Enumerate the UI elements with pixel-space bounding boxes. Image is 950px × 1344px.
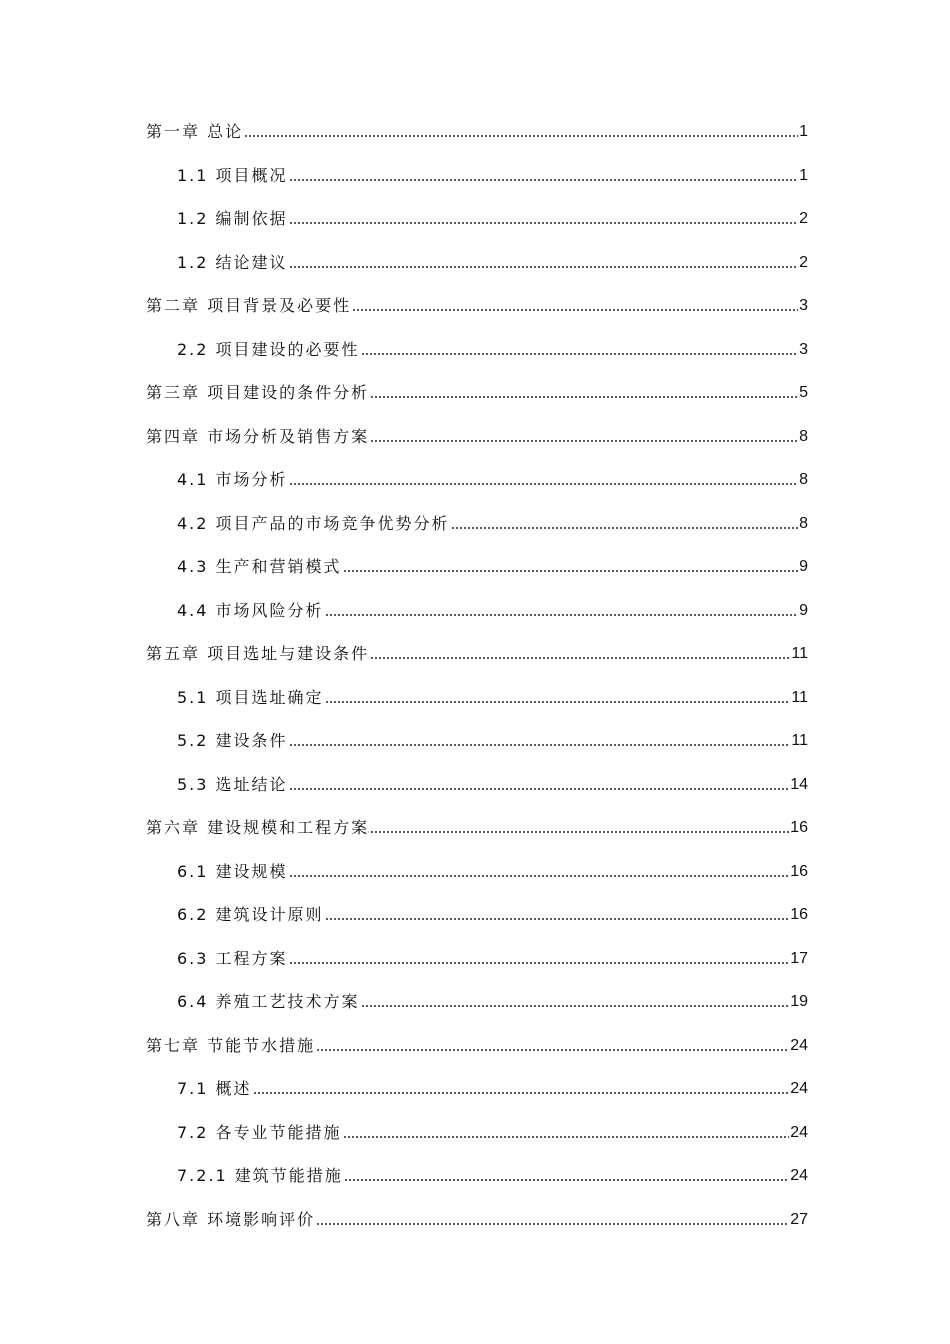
toc-entry[interactable] — [177, 1071, 808, 1099]
toc-page-number: 14 — [790, 776, 808, 793]
toc-entry[interactable] — [146, 636, 808, 664]
toc-page-number: 24 — [790, 1124, 808, 1141]
toc-leader-dots — [253, 1091, 790, 1095]
toc-entry[interactable] — [146, 114, 808, 142]
toc-entry-title: 第四章 市场分析及销售方案 — [146, 427, 370, 446]
toc-page-number: 1 — [799, 123, 808, 140]
toc-entry[interactable] — [177, 897, 808, 925]
toc-leader-dots — [370, 830, 789, 834]
toc-entry-title: 第八章 环境影响评价 — [146, 1210, 316, 1229]
toc-page-number: 1 — [799, 167, 808, 184]
toc-entry[interactable] — [177, 245, 808, 273]
toc-entry[interactable] — [177, 201, 808, 229]
toc-leader-dots — [325, 700, 791, 704]
toc-leader-dots — [343, 1135, 790, 1139]
toc-entry-title: 7.2 各专业节能措施 — [177, 1123, 342, 1142]
toc-entry[interactable] — [177, 158, 808, 186]
toc-entry-title: 6.3 工程方案 — [177, 949, 288, 968]
toc-entry[interactable] — [177, 854, 808, 882]
toc-leader-dots — [370, 656, 790, 660]
toc-entry[interactable] — [177, 723, 808, 751]
toc-leader-dots — [451, 526, 799, 530]
toc-entry-title: 4.2 项目产品的市场竞争优势分析 — [177, 514, 450, 533]
toc-page-number: 17 — [790, 950, 808, 967]
toc-page-number: 8 — [799, 428, 808, 445]
toc-page-number: 27 — [790, 1211, 808, 1228]
toc-page-number: 9 — [799, 558, 808, 575]
toc-entry-title: 1.1 项目概况 — [177, 166, 288, 185]
toc-entry[interactable] — [146, 810, 808, 838]
toc-page-number: 11 — [791, 645, 808, 662]
toc-entry-title: 4.4 市场风险分析 — [177, 601, 324, 620]
toc-leader-dots — [289, 874, 790, 878]
toc-leader-dots — [289, 787, 790, 791]
toc-page-number: 16 — [790, 906, 808, 923]
toc-entry[interactable] — [146, 1028, 808, 1056]
toc-entry[interactable] — [177, 941, 808, 969]
toc-entry-title: 第二章 项目背景及必要性 — [146, 296, 352, 315]
toc-entry-title: 6.1 建设规模 — [177, 862, 288, 881]
toc-page-number: 24 — [790, 1080, 808, 1097]
toc-entry-title: 第一章 总论 — [146, 122, 244, 141]
toc-entry-title: 6.2 建筑设计原则 — [177, 905, 324, 924]
toc-page-number: 5 — [799, 384, 808, 401]
toc-page-number: 24 — [790, 1037, 808, 1054]
toc-entry[interactable] — [146, 288, 808, 316]
toc-page-number: 3 — [799, 297, 808, 314]
toc-page-number: 9 — [799, 602, 808, 619]
toc-entry-title: 第七章 节能节水措施 — [146, 1036, 316, 1055]
toc-entry-title: 第五章 项目选址与建设条件 — [146, 644, 370, 663]
toc-entry[interactable] — [146, 375, 808, 403]
toc-entry[interactable] — [177, 462, 808, 490]
toc-entry-title: 7.2.1 建筑节能措施 — [177, 1166, 343, 1185]
toc-page-number: 11 — [791, 732, 808, 749]
toc-leader-dots — [352, 308, 798, 312]
toc-entry[interactable] — [146, 419, 808, 447]
toc-entry[interactable] — [177, 593, 808, 621]
toc-page-number: 16 — [790, 863, 808, 880]
toc-entry-title: 5.1 项目选址确定 — [177, 688, 324, 707]
toc-entry[interactable] — [177, 332, 808, 360]
toc-leader-dots — [289, 221, 799, 225]
toc-entry-title: 1.2 结论建议 — [177, 253, 288, 272]
toc-page-number: 8 — [799, 471, 808, 488]
toc-page-number: 2 — [799, 254, 808, 271]
toc-page-number: 11 — [791, 689, 808, 706]
toc-leader-dots — [244, 134, 798, 138]
toc-leader-dots — [289, 961, 790, 965]
toc-entry-title: 5.3 选址结论 — [177, 775, 288, 794]
toc-leader-dots — [289, 482, 799, 486]
toc-leader-dots — [325, 613, 799, 617]
toc-leader-dots — [289, 743, 791, 747]
toc-entry-title: 5.2 建设条件 — [177, 731, 288, 750]
toc-entry[interactable] — [177, 984, 808, 1012]
toc-leader-dots — [370, 439, 798, 443]
toc-leader-dots — [370, 395, 798, 399]
toc-leader-dots — [344, 1178, 789, 1182]
toc-leader-dots — [316, 1222, 789, 1226]
toc-entry[interactable] — [146, 1202, 808, 1230]
toc-entry[interactable] — [177, 767, 808, 795]
toc-entry-title: 2.2 项目建设的必要性 — [177, 340, 360, 359]
toc-page-number: 24 — [790, 1167, 808, 1184]
toc-page-number: 2 — [799, 210, 808, 227]
toc-entry-title: 第三章 项目建设的条件分析 — [146, 383, 370, 402]
toc-page-number: 19 — [790, 993, 808, 1010]
toc-leader-dots — [325, 917, 790, 921]
toc-entry[interactable] — [177, 549, 808, 577]
toc-page-number: 8 — [799, 515, 808, 532]
toc-page-number: 3 — [799, 341, 808, 358]
toc-entry-title: 第六章 建设规模和工程方案 — [146, 818, 370, 837]
toc-page-number: 16 — [790, 819, 808, 836]
toc-entry-title: 6.4 养殖工艺技术方案 — [177, 992, 360, 1011]
toc-leader-dots — [289, 265, 799, 269]
toc-entry[interactable] — [177, 680, 808, 708]
toc-entry[interactable] — [177, 1115, 808, 1143]
toc-entry-title: 1.2 编制依据 — [177, 209, 288, 228]
toc-entry-title: 4.3 生产和营销模式 — [177, 557, 342, 576]
toc-leader-dots — [343, 569, 799, 573]
toc-entry-title: 7.1 概述 — [177, 1079, 252, 1098]
toc-leader-dots — [361, 1004, 790, 1008]
toc-leader-dots — [361, 352, 799, 356]
toc-leader-dots — [316, 1048, 789, 1052]
toc-entry[interactable] — [177, 1158, 808, 1186]
toc-entry[interactable] — [177, 506, 808, 534]
toc-leader-dots — [289, 178, 799, 182]
toc-entry-title: 4.1 市场分析 — [177, 470, 288, 489]
